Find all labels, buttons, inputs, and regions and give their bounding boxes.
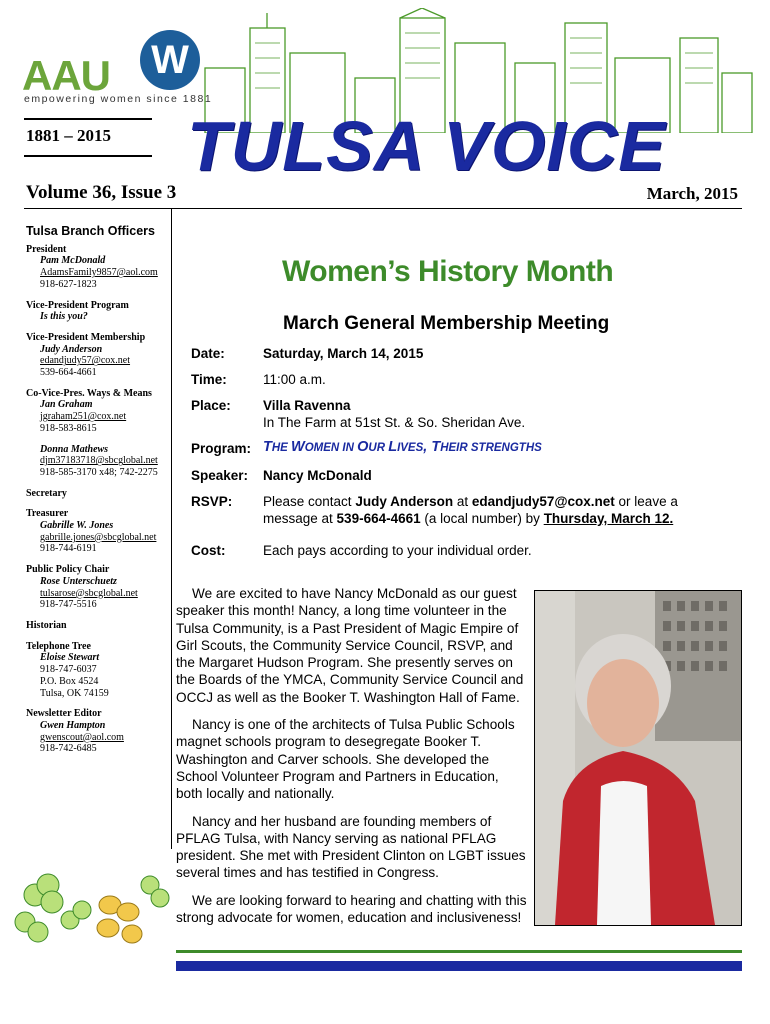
- officer-contact-line: 918-747-6037: [40, 664, 97, 676]
- officer-group: [26, 708, 171, 755]
- footer-blue-bar: [176, 961, 742, 971]
- logo-tagline: empowering women since 1881: [24, 93, 213, 105]
- header-divider: [24, 208, 742, 209]
- program-sc: OMEN IN: [304, 442, 358, 454]
- program-sc: UR: [368, 442, 389, 454]
- program-sc: IVES: [397, 442, 424, 454]
- place-address: In The Farm at 51st St. & So. Sheridan Ave.: [263, 415, 526, 430]
- cost-value: Each pays according to your individual order.: [263, 543, 532, 558]
- officer-group: [26, 332, 171, 379]
- officer-role: Co-Vice-Pres. Ways & Means: [26, 387, 152, 399]
- officer-contact-line: 918-583-8615: [40, 422, 97, 434]
- article-paragraph: We are looking forward to hearing and chatting with this strong advocate for women, education and inclusiveness!: [176, 892, 527, 926]
- time-label: Time:: [191, 372, 227, 387]
- officer-email-link[interactable]: AdamsFamily9857@aol.com: [40, 267, 158, 279]
- sidebar-divider: [171, 209, 172, 849]
- program-cap: , T: [423, 439, 441, 455]
- rsvp-value: [263, 493, 703, 527]
- officer-name: Judy Anderson: [40, 343, 103, 355]
- article-body: [176, 585, 528, 936]
- officer-role: Secretary: [26, 487, 67, 499]
- officer-name: Jan Graham: [40, 399, 93, 411]
- logo-letters: AAU: [22, 52, 110, 99]
- officer-contact-line: 539-664-4661: [40, 367, 97, 379]
- article-paragraph: We are excited to have Nancy McDonald as our guest speaker this month! Nancy, a long time volunteer in the Tulsa Community, is a Past President of Magic Empire of Girl Scouts, the Community Service Council, RSVP, and the Margaret Hudson Program. She presently serves on the Boards of the YMCA, Community Service Council and OCCJ as well as the Booker T. Washington Hall of Fame.: [176, 586, 524, 705]
- issue-date: March, 2015: [646, 184, 738, 203]
- officer-contact-line: 918-627-1823: [40, 278, 97, 290]
- program-cap: L: [388, 439, 398, 455]
- speaker-label: Speaker:: [191, 468, 249, 483]
- officer-contact-line: 918-585-3170 x48; 742-2275: [40, 466, 158, 478]
- date-value: Saturday, March 14, 2015: [263, 346, 424, 361]
- article-paragraph: Nancy and her husband are founding members of PFLAG Tulsa, with Nancy serving as national PFLAG president. She met with President Clinton on LGBT issues several times and has testified in Congress.: [176, 813, 526, 881]
- speaker-photo: [534, 590, 742, 926]
- rsvp-text: or leave a message at: [263, 494, 678, 526]
- officer-role: Vice-President Membership: [26, 331, 146, 343]
- place-value: [263, 397, 733, 431]
- years-range: 1881 – 2015: [26, 126, 111, 145]
- program-cap: O: [357, 439, 369, 455]
- officer-group: [26, 641, 171, 700]
- officer-role: President: [26, 243, 67, 255]
- officers-sidebar: [26, 226, 171, 764]
- rsvp-contact-name: Judy Anderson: [355, 494, 454, 509]
- volume-issue: Volume 36, Issue 3: [26, 182, 177, 203]
- officer-role: Treasurer: [26, 508, 69, 520]
- officer-list: [26, 244, 171, 755]
- clover-decoration: [10, 860, 170, 950]
- years-rule-top: [24, 118, 152, 120]
- officer-name: Eloise Stewart: [40, 652, 100, 664]
- program-sc: HEIR STRENGTHS: [440, 442, 542, 454]
- date-label: Date:: [191, 346, 225, 361]
- footer-green-bar: [176, 950, 742, 953]
- program-label: Program:: [191, 441, 252, 456]
- article-paragraph: Nancy is one of the architects of Tulsa Public Schools magnet schools program to desegregate Booker T. Washington and Carver schools. She developed the School Volunteer Program and Partners in Education, both locally and nationally.: [176, 717, 515, 802]
- officer-contact-line: P.O. Box 4524: [40, 675, 99, 687]
- rsvp-phone: 539-664-4661: [336, 511, 421, 526]
- officer-name: Rose Unterschuetz: [40, 575, 117, 587]
- speaker-value: Nancy McDonald: [263, 468, 372, 483]
- officer-role: Newsletter Editor: [26, 708, 102, 720]
- officer-contact-line: Tulsa, OK 74159: [40, 687, 109, 699]
- officer-contact-line: 918-744-6191: [40, 543, 97, 555]
- program-sc: HE: [271, 442, 292, 454]
- time-value: 11:00 a.m.: [263, 372, 326, 387]
- officer-role: Telephone Tree: [26, 640, 91, 652]
- logo-w-circle: W: [140, 30, 200, 90]
- officer-group: [26, 388, 171, 435]
- officer-contact-line: 918-742-6485: [40, 743, 97, 755]
- place-name: Villa Ravenna: [263, 398, 351, 413]
- officer-email-link[interactable]: jgraham251@cox.net: [40, 411, 127, 423]
- newsletter-title: TULSA VOICE: [187, 107, 666, 185]
- officers-heading: Tulsa Branch Officers: [26, 224, 155, 238]
- program-cap: T: [263, 439, 272, 455]
- officer-group: [26, 508, 171, 555]
- officer-email-link[interactable]: djm37183718@sbcglobal.net: [40, 455, 158, 467]
- officer-group: [26, 300, 171, 323]
- officer-role: Historian: [26, 619, 67, 631]
- speaker-photo-illustration: [535, 591, 741, 925]
- rsvp-email: edandjudy57@cox.net: [471, 494, 615, 509]
- officer-name: Pam McDonald: [40, 255, 106, 267]
- officer-role: Public Policy Chair: [26, 564, 110, 576]
- place-label: Place:: [191, 398, 231, 413]
- officer-name: Gwen Hampton: [40, 719, 106, 731]
- officer-role: Vice-President Program: [26, 299, 129, 311]
- rsvp-text: (a local number) by: [420, 511, 544, 526]
- rsvp-deadline: Thursday, March 12.: [543, 511, 674, 526]
- officer-group: [26, 564, 171, 611]
- officer-group: [26, 488, 171, 500]
- officer-group: [26, 244, 171, 291]
- officer-group: [26, 620, 171, 632]
- rsvp-text: at: [453, 494, 472, 509]
- officer-email-link[interactable]: gabrille.jones@sbcglobal.net: [40, 531, 157, 543]
- officer-email-link[interactable]: gwenscout@aol.com: [40, 731, 124, 743]
- officer-name: Is this you?: [40, 311, 88, 323]
- officer-group: [26, 444, 171, 479]
- officer-contact-line: 918-747-5516: [40, 599, 97, 611]
- feature-title: Women’s History Month: [282, 255, 614, 288]
- program-title: [263, 439, 733, 457]
- officer-name: Donna Mathews: [40, 443, 109, 455]
- cost-label: Cost:: [191, 543, 226, 558]
- officer-email-link[interactable]: tulsarose@sbcglobal.net: [40, 587, 138, 599]
- program-cap: W: [291, 439, 305, 455]
- years-rule-bottom: [24, 155, 152, 157]
- meeting-title: March General Membership Meeting: [283, 313, 610, 334]
- rsvp-label: RSVP:: [191, 494, 233, 509]
- rsvp-text: Please contact: [263, 494, 356, 509]
- officer-email-link[interactable]: edandjudy57@cox.net: [40, 355, 131, 367]
- officer-name: Gabrille W. Jones: [40, 520, 114, 532]
- aauw-logo: [22, 30, 213, 110]
